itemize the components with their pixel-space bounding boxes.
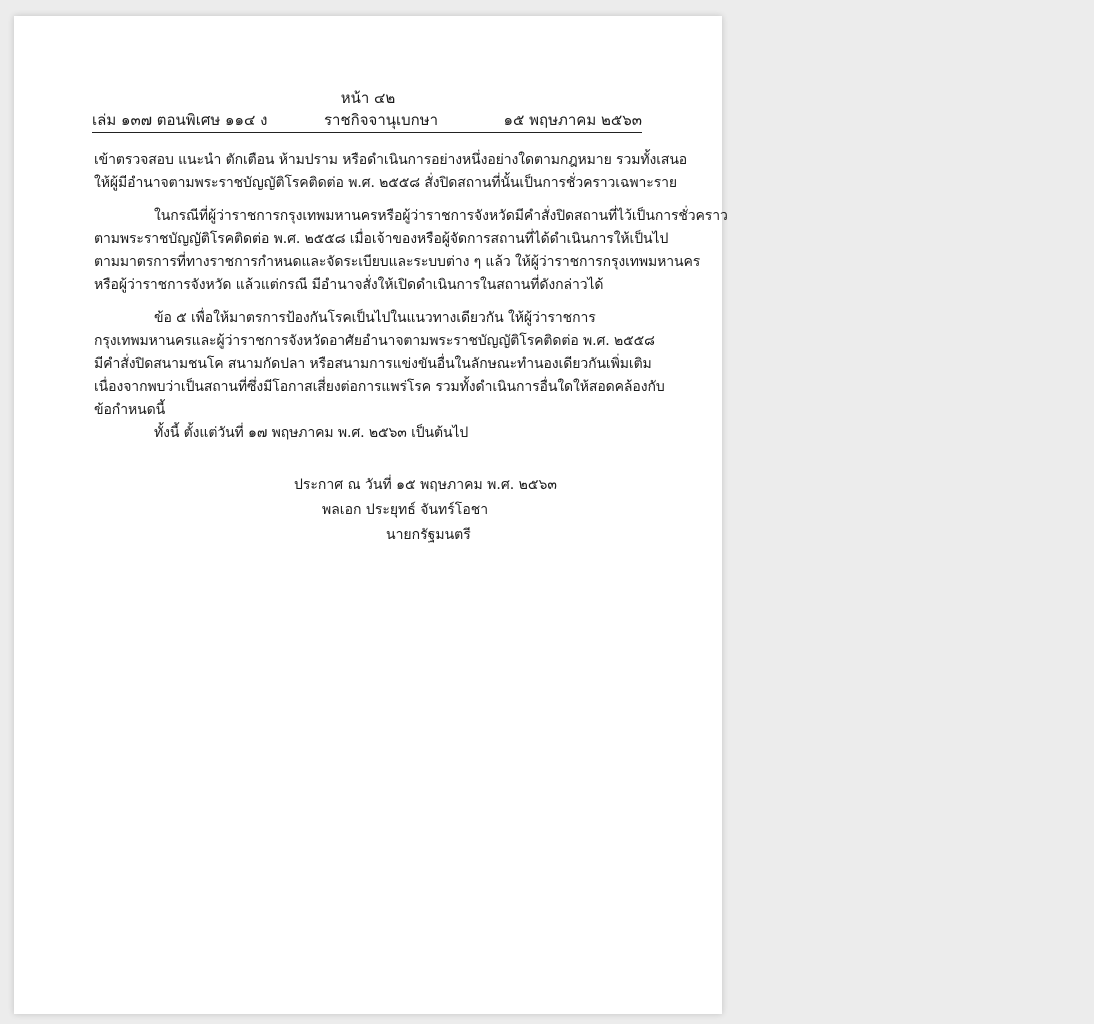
body-line: ให้ผู้มีอำนาจตามพระราชบัญญัติโรคติดต่อ พ.ศ. ๒๕๕๘ สั่งปิดสถานที่นั้นเป็นการชั่วคราวเฉพาะราย bbox=[94, 175, 678, 191]
body-line: เนื่องจากพบว่าเป็นสถานที่ซึ่งมีโอกาสเสี่ยงต่อการแพร่โรค รวมทั้งดำเนินการอื่นใดให้สอดคล้องกับ bbox=[94, 379, 665, 395]
header-date: ๑๕ พฤษภาคม ๒๕๖๓ bbox=[503, 111, 642, 129]
page-number: หน้า ๔๒ bbox=[340, 89, 396, 107]
signatory-name: พลเอก ประยุทธ์ จันทร์โอชา bbox=[322, 502, 489, 518]
body-line: ตามมาตรการที่ทางราชการกำหนดและจัดระเบียบและระบบต่าง ๆ แล้ว ให้ผู้ว่าราชการกรุงเทพมหานคร bbox=[94, 254, 701, 270]
gazette-header bbox=[92, 108, 642, 133]
header-volume: เล่ม ๑๓๗ ตอนพิเศษ ๑๑๔ ง bbox=[92, 111, 268, 129]
body-line: ตามพระราชบัญญัติโรคติดต่อ พ.ศ. ๒๕๕๘ เมื่อเจ้าของหรือผู้จัดการสถานที่ได้ดำเนินการให้เป็นไป bbox=[94, 231, 669, 247]
body-line: เข้าตรวจสอบ แนะนำ ตักเตือน ห้ามปราม หรือดำเนินการอย่างหนึ่งอย่างใดตามกฎหมาย รวมทั้งเสนอ bbox=[94, 152, 688, 168]
body-line: ข้อ ๕ เพื่อให้มาตรการป้องกันโรคเป็นไปในแนวทางเดียวกัน ให้ผู้ว่าราชการ bbox=[154, 310, 596, 326]
announcement-date: ประกาศ ณ วันที่ ๑๕ พฤษภาคม พ.ศ. ๒๕๖๓ bbox=[294, 477, 557, 493]
body-line: หรือผู้ว่าราชการจังหวัด แล้วแต่กรณี มีอำนาจสั่งให้เปิดดำเนินการในสถานที่ดังกล่าวได้ bbox=[94, 277, 604, 293]
header-publication: ราชกิจจานุเบกษา bbox=[324, 111, 439, 129]
body-line: มีคำสั่งปิดสนามชนโค สนามกัดปลา หรือสนามการแข่งขันอื่นในลักษณะทำนองเดียวกันเพิ่มเติม bbox=[94, 356, 652, 372]
document-page bbox=[14, 16, 728, 1014]
body-line: ทั้งนี้ ตั้งแต่วันที่ ๑๗ พฤษภาคม พ.ศ. ๒๕๖๓ เป็นต้นไป bbox=[154, 425, 469, 441]
signatory-position: นายกรัฐมนตรี bbox=[386, 527, 471, 543]
document-body bbox=[94, 149, 728, 445]
body-line: กรุงเทพมหานครและผู้ว่าราชการจังหวัดอาศัยอำนาจตามพระราชบัญญัติโรคติดต่อ พ.ศ. ๒๕๕๘ bbox=[94, 333, 655, 349]
body-line: ข้อกำหนดนี้ bbox=[94, 402, 166, 418]
body-line: ในกรณีที่ผู้ว่าราชการกรุงเทพมหานครหรือผู้ว่าราชการจังหวัดมีคำสั่งปิดสถานที่ไว้เป็นการชั่วคราว bbox=[154, 208, 728, 224]
